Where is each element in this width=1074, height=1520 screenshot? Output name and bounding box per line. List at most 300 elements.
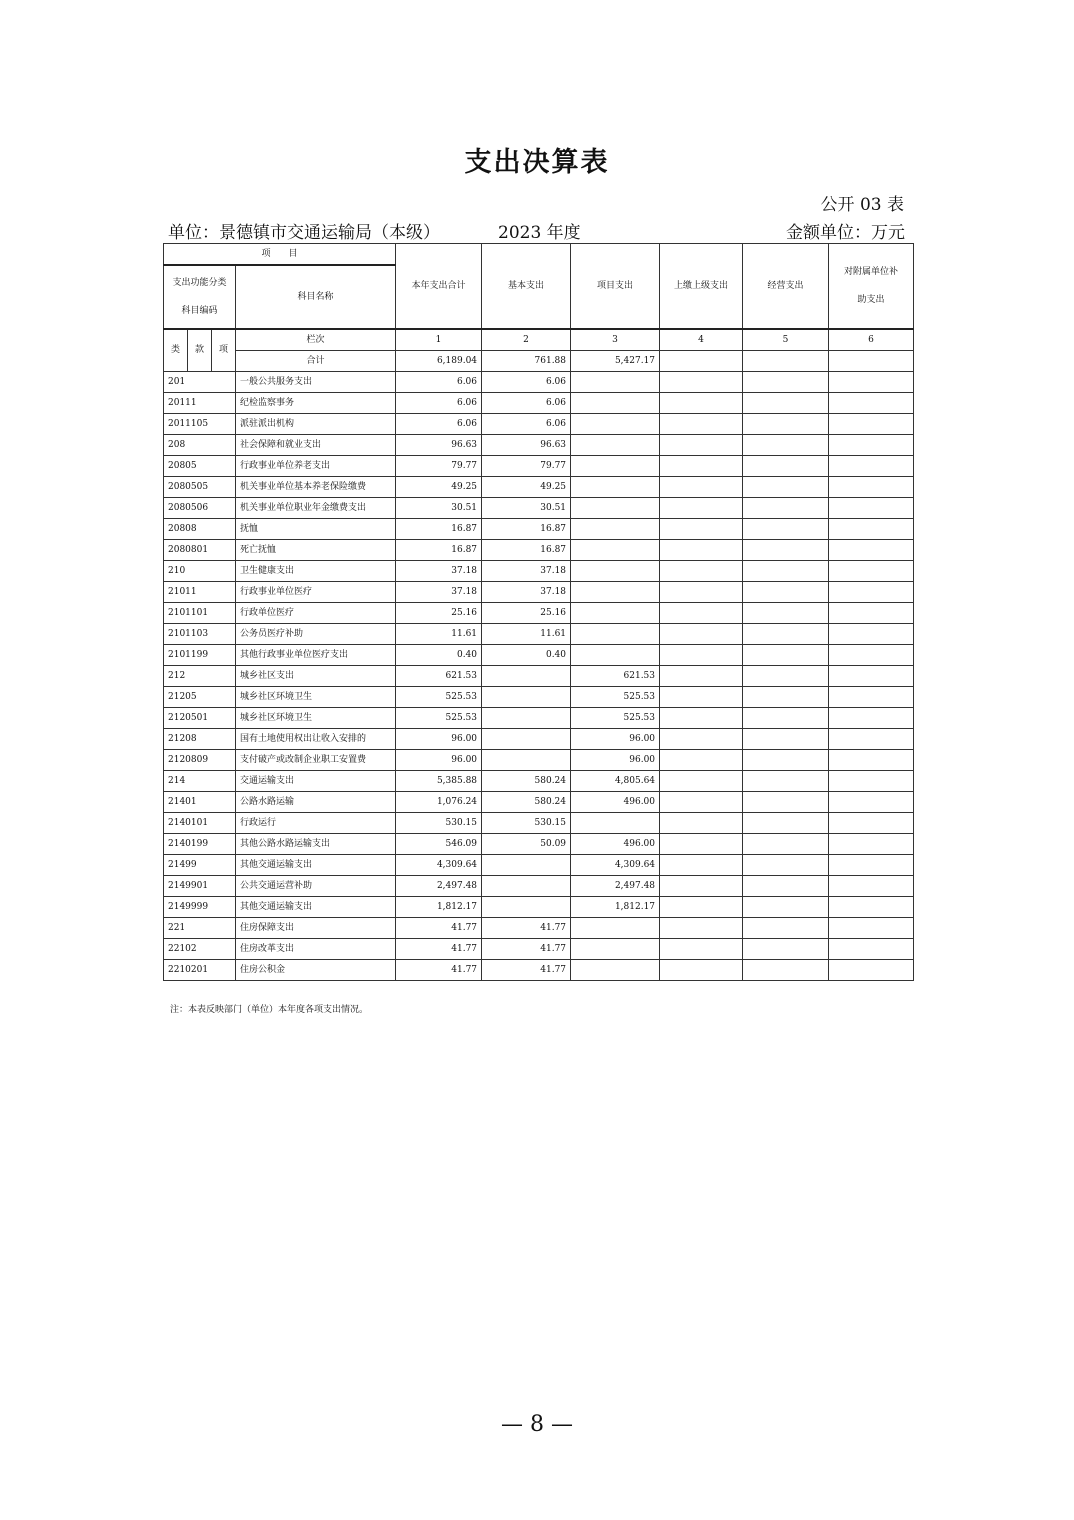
row-upper — [660, 770, 743, 791]
row-subsidy — [829, 728, 914, 749]
row-code: 2080505 — [164, 476, 236, 497]
row-name: 住房改革支出 — [236, 938, 396, 959]
row-upper — [660, 581, 743, 602]
row-business — [743, 770, 829, 791]
table-meta — [163, 218, 905, 242]
row-code: 20808 — [164, 518, 236, 539]
row-project: 4,805.64 — [571, 770, 660, 791]
table-row — [164, 476, 914, 497]
row-basic: 49.25 — [482, 476, 571, 497]
table-row — [164, 497, 914, 518]
row-code: 2101101 — [164, 602, 236, 623]
table-row — [164, 938, 914, 959]
table-row — [164, 791, 914, 812]
row-name: 城乡社区支出 — [236, 665, 396, 686]
row-project — [571, 917, 660, 938]
row-project — [571, 476, 660, 497]
row-basic: 0.40 — [482, 644, 571, 665]
row-total: 96.00 — [396, 749, 482, 770]
row-subsidy — [829, 833, 914, 854]
row-upper — [660, 959, 743, 980]
row-total: 30.51 — [396, 497, 482, 518]
row-business — [743, 707, 829, 728]
row-business — [743, 938, 829, 959]
row-code: 2080506 — [164, 497, 236, 518]
row-subsidy — [829, 413, 914, 434]
row-subsidy — [829, 665, 914, 686]
row-upper — [660, 686, 743, 707]
row-name: 一般公共服务支出 — [236, 371, 396, 392]
header-subject-name: 科目名称 — [236, 265, 396, 329]
row-upper — [660, 791, 743, 812]
row-total: 525.53 — [396, 707, 482, 728]
row-code: 21401 — [164, 791, 236, 812]
header-lei: 类 — [164, 329, 188, 372]
row-basic — [482, 665, 571, 686]
row-project: 525.53 — [571, 707, 660, 728]
row-project: 4,309.64 — [571, 854, 660, 875]
row-subsidy — [829, 854, 914, 875]
table-row — [164, 896, 914, 917]
table-row — [164, 749, 914, 770]
row-upper — [660, 854, 743, 875]
table-row — [164, 371, 914, 392]
row-code: 2140101 — [164, 812, 236, 833]
row-subsidy — [829, 623, 914, 644]
row-code: 2120501 — [164, 707, 236, 728]
row-subsidy — [829, 455, 914, 476]
row-upper — [660, 644, 743, 665]
row-name: 住房公积金 — [236, 959, 396, 980]
row-project — [571, 560, 660, 581]
row-upper — [660, 476, 743, 497]
header-col-total: 本年支出合计 — [396, 244, 482, 329]
row-code: 20111 — [164, 392, 236, 413]
row-upper — [660, 455, 743, 476]
row-project — [571, 623, 660, 644]
row-name: 公共交通运营补助 — [236, 875, 396, 896]
header-kuan: 款 — [188, 329, 212, 372]
page-title: 支出决算表 — [464, 147, 610, 178]
row-total: 0.40 — [396, 644, 482, 665]
header-xiang: 项 — [212, 329, 236, 372]
row-total: 37.18 — [396, 560, 482, 581]
table-row — [164, 707, 914, 728]
row-total: 41.77 — [396, 938, 482, 959]
row-business — [743, 497, 829, 518]
row-basic — [482, 749, 571, 770]
row-upper — [660, 413, 743, 434]
row-name: 交通运输支出 — [236, 770, 396, 791]
row-business — [743, 602, 829, 623]
table-row — [164, 665, 914, 686]
total-col-4 — [660, 350, 743, 371]
row-code: 214 — [164, 770, 236, 791]
row-subsidy — [829, 497, 914, 518]
row-upper — [660, 560, 743, 581]
row-name: 城乡社区环境卫生 — [236, 707, 396, 728]
header-func-code — [164, 265, 236, 329]
row-project: 621.53 — [571, 665, 660, 686]
row-basic — [482, 875, 571, 896]
row-basic: 6.06 — [482, 371, 571, 392]
table-row — [164, 581, 914, 602]
row-subsidy — [829, 749, 914, 770]
total-col-5 — [743, 350, 829, 371]
col-num-1: 1 — [396, 329, 482, 351]
row-total: 96.63 — [396, 434, 482, 455]
row-subsidy — [829, 392, 914, 413]
row-basic: 16.87 — [482, 539, 571, 560]
table-row — [164, 602, 914, 623]
total-label: 合计 — [236, 350, 396, 371]
row-total: 1,076.24 — [396, 791, 482, 812]
row-subsidy — [829, 476, 914, 497]
row-project — [571, 959, 660, 980]
row-name: 抚恤 — [236, 518, 396, 539]
table-row — [164, 770, 914, 791]
row-subsidy — [829, 686, 914, 707]
unit-label: 单位：景德镇市交通运输局（本级） — [168, 223, 440, 243]
row-total: 621.53 — [396, 665, 482, 686]
header-col-business: 经营支出 — [743, 244, 829, 329]
row-project — [571, 644, 660, 665]
total-col-1: 6,189.04 — [396, 350, 482, 371]
row-total: 1,812.17 — [396, 896, 482, 917]
row-project — [571, 812, 660, 833]
row-project: 2,497.48 — [571, 875, 660, 896]
row-business — [743, 455, 829, 476]
row-project: 496.00 — [571, 833, 660, 854]
row-code: 208 — [164, 434, 236, 455]
table-row — [164, 518, 914, 539]
col-num-4: 4 — [660, 329, 743, 351]
row-name: 死亡抚恤 — [236, 539, 396, 560]
row-code: 2120809 — [164, 749, 236, 770]
total-col-6 — [829, 350, 914, 371]
total-col-2: 761.88 — [482, 350, 571, 371]
row-project: 496.00 — [571, 791, 660, 812]
row-total: 49.25 — [396, 476, 482, 497]
header-col-subsidy — [829, 244, 914, 329]
row-business — [743, 812, 829, 833]
row-total: 530.15 — [396, 812, 482, 833]
row-basic: 79.77 — [482, 455, 571, 476]
row-basic: 50.09 — [482, 833, 571, 854]
row-project — [571, 413, 660, 434]
row-name: 行政事业单位医疗 — [236, 581, 396, 602]
row-total: 4,309.64 — [396, 854, 482, 875]
row-business — [743, 581, 829, 602]
row-project — [571, 602, 660, 623]
row-business — [743, 518, 829, 539]
row-total: 41.77 — [396, 959, 482, 980]
row-project: 525.53 — [571, 686, 660, 707]
row-business — [743, 644, 829, 665]
row-total: 2,497.48 — [396, 875, 482, 896]
row-name: 其他行政事业单位医疗支出 — [236, 644, 396, 665]
money-unit-label: 金额单位：万元 — [786, 223, 905, 243]
row-name: 行政运行 — [236, 812, 396, 833]
row-project — [571, 392, 660, 413]
header-col-upper: 上缴上级支出 — [660, 244, 743, 329]
row-upper — [660, 833, 743, 854]
total-col-3: 5,427.17 — [571, 350, 660, 371]
row-upper — [660, 707, 743, 728]
row-business — [743, 896, 829, 917]
table-row — [164, 686, 914, 707]
row-business — [743, 560, 829, 581]
row-code: 201 — [164, 371, 236, 392]
table-row — [164, 854, 914, 875]
row-name: 社会保障和就业支出 — [236, 434, 396, 455]
col-num-6: 6 — [829, 329, 914, 351]
row-subsidy — [829, 875, 914, 896]
row-subsidy — [829, 770, 914, 791]
row-name: 其他交通运输支出 — [236, 896, 396, 917]
row-code: 21499 — [164, 854, 236, 875]
year-label: 2023 年度 — [498, 223, 581, 243]
row-subsidy — [829, 434, 914, 455]
row-name: 行政事业单位养老支出 — [236, 455, 396, 476]
row-basic: 96.63 — [482, 434, 571, 455]
row-code: 22102 — [164, 938, 236, 959]
row-total: 6.06 — [396, 413, 482, 434]
row-upper — [660, 518, 743, 539]
row-basic — [482, 707, 571, 728]
row-upper — [660, 896, 743, 917]
header-col-basic: 基本支出 — [482, 244, 571, 329]
row-upper — [660, 917, 743, 938]
row-total: 16.87 — [396, 539, 482, 560]
row-basic: 41.77 — [482, 938, 571, 959]
row-subsidy — [829, 371, 914, 392]
col-num-3: 3 — [571, 329, 660, 351]
row-upper — [660, 539, 743, 560]
row-total: 16.87 — [396, 518, 482, 539]
form-number: 公开 03 表 — [820, 195, 904, 215]
table-row — [164, 392, 914, 413]
row-total: 6.06 — [396, 392, 482, 413]
row-subsidy — [829, 560, 914, 581]
row-business — [743, 875, 829, 896]
row-subsidy — [829, 602, 914, 623]
row-business — [743, 539, 829, 560]
row-basic — [482, 728, 571, 749]
row-business — [743, 371, 829, 392]
row-name: 公务员医疗补助 — [236, 623, 396, 644]
row-basic: 37.18 — [482, 560, 571, 581]
row-code: 2101103 — [164, 623, 236, 644]
row-upper — [660, 938, 743, 959]
table-row — [164, 455, 914, 476]
row-basic: 6.06 — [482, 392, 571, 413]
total-row — [164, 350, 914, 371]
row-upper — [660, 434, 743, 455]
row-code: 210 — [164, 560, 236, 581]
row-total: 25.16 — [396, 602, 482, 623]
col-num-2: 2 — [482, 329, 571, 351]
row-business — [743, 833, 829, 854]
row-subsidy — [829, 917, 914, 938]
row-code: 21208 — [164, 728, 236, 749]
col-num-5: 5 — [743, 329, 829, 351]
row-basic — [482, 854, 571, 875]
row-total: 11.61 — [396, 623, 482, 644]
row-project: 96.00 — [571, 728, 660, 749]
row-code: 2080801 — [164, 539, 236, 560]
header-row-lanci — [164, 329, 914, 351]
table-row — [164, 833, 914, 854]
header-col-subsidy-line2: 助支出 — [857, 294, 885, 305]
row-basic — [482, 896, 571, 917]
header-lanci: 栏次 — [236, 329, 396, 351]
table-row — [164, 728, 914, 749]
row-code: 21011 — [164, 581, 236, 602]
row-name: 公路水路运输 — [236, 791, 396, 812]
table-row — [164, 644, 914, 665]
row-basic: 16.87 — [482, 518, 571, 539]
row-basic: 37.18 — [482, 581, 571, 602]
row-name: 城乡社区环境卫生 — [236, 686, 396, 707]
row-project — [571, 938, 660, 959]
row-name: 住房保障支出 — [236, 917, 396, 938]
row-code: 2140199 — [164, 833, 236, 854]
row-project — [571, 539, 660, 560]
row-code: 2210201 — [164, 959, 236, 980]
row-upper — [660, 623, 743, 644]
row-project — [571, 581, 660, 602]
header-func-code-line2: 科目编码 — [181, 306, 218, 316]
row-upper — [660, 602, 743, 623]
row-project: 96.00 — [571, 749, 660, 770]
row-name: 其他交通运输支出 — [236, 854, 396, 875]
row-code: 2101199 — [164, 644, 236, 665]
row-business — [743, 917, 829, 938]
table-row — [164, 539, 914, 560]
row-subsidy — [829, 959, 914, 980]
row-upper — [660, 875, 743, 896]
row-subsidy — [829, 707, 914, 728]
row-business — [743, 413, 829, 434]
row-total: 96.00 — [396, 728, 482, 749]
table-row — [164, 812, 914, 833]
row-code: 221 — [164, 917, 236, 938]
row-business — [743, 959, 829, 980]
row-name: 卫生健康支出 — [236, 560, 396, 581]
row-subsidy — [829, 791, 914, 812]
row-total: 41.77 — [396, 917, 482, 938]
row-total: 79.77 — [396, 455, 482, 476]
row-name: 支付破产或改制企业职工安置费 — [236, 749, 396, 770]
header-func-code-line1: 支出功能分类 — [172, 278, 227, 288]
row-basic: 41.77 — [482, 959, 571, 980]
row-name: 行政单位医疗 — [236, 602, 396, 623]
row-subsidy — [829, 539, 914, 560]
page-number: — 8 — — [501, 1412, 573, 1437]
row-basic: 41.77 — [482, 917, 571, 938]
row-basic: 580.24 — [482, 791, 571, 812]
row-basic: 6.06 — [482, 413, 571, 434]
row-code: 212 — [164, 665, 236, 686]
row-project — [571, 434, 660, 455]
row-business — [743, 623, 829, 644]
row-subsidy — [829, 581, 914, 602]
row-upper — [660, 497, 743, 518]
row-basic: 580.24 — [482, 770, 571, 791]
row-upper — [660, 749, 743, 770]
row-business — [743, 854, 829, 875]
row-name: 纪检监察事务 — [236, 392, 396, 413]
row-basic: 11.61 — [482, 623, 571, 644]
row-basic: 530.15 — [482, 812, 571, 833]
row-business — [743, 665, 829, 686]
expenditure-table — [163, 243, 914, 981]
row-total: 546.09 — [396, 833, 482, 854]
table-row — [164, 623, 914, 644]
row-name: 机关事业单位基本养老保险缴费 — [236, 476, 396, 497]
row-project: 1,812.17 — [571, 896, 660, 917]
row-subsidy — [829, 938, 914, 959]
row-basic: 25.16 — [482, 602, 571, 623]
row-subsidy — [829, 518, 914, 539]
header-col-subsidy-line1: 对附属单位补 — [844, 266, 899, 277]
row-subsidy — [829, 812, 914, 833]
table-row — [164, 434, 914, 455]
row-upper — [660, 812, 743, 833]
header-item: 项 目 — [164, 244, 396, 266]
row-business — [743, 434, 829, 455]
row-total: 525.53 — [396, 686, 482, 707]
row-project — [571, 371, 660, 392]
row-name: 国有土地使用权出让收入安排的 — [236, 728, 396, 749]
row-code: 21205 — [164, 686, 236, 707]
row-subsidy — [829, 896, 914, 917]
row-project — [571, 497, 660, 518]
row-basic: 30.51 — [482, 497, 571, 518]
row-subsidy — [829, 644, 914, 665]
row-name: 派驻派出机构 — [236, 413, 396, 434]
row-upper — [660, 728, 743, 749]
table-row — [164, 917, 914, 938]
row-upper — [660, 665, 743, 686]
row-total: 5,385.88 — [396, 770, 482, 791]
row-total: 6.06 — [396, 371, 482, 392]
row-name: 机关事业单位职业年金缴费支出 — [236, 497, 396, 518]
row-project — [571, 455, 660, 476]
table-row — [164, 875, 914, 896]
row-total: 37.18 — [396, 581, 482, 602]
header-col-project: 项目支出 — [571, 244, 660, 329]
table-row — [164, 413, 914, 434]
row-upper — [660, 392, 743, 413]
row-project — [571, 518, 660, 539]
table-note: 注：本表反映部门（单位）本年度各项支出情况。 — [170, 1005, 369, 1015]
row-name: 其他公路水路运输支出 — [236, 833, 396, 854]
table-row — [164, 959, 914, 980]
row-code: 2149999 — [164, 896, 236, 917]
row-business — [743, 686, 829, 707]
row-business — [743, 791, 829, 812]
row-code: 2011105 — [164, 413, 236, 434]
row-upper — [660, 371, 743, 392]
row-business — [743, 476, 829, 497]
header-row-1 — [164, 244, 914, 266]
row-code: 2149901 — [164, 875, 236, 896]
row-business — [743, 749, 829, 770]
table-row — [164, 560, 914, 581]
row-business — [743, 728, 829, 749]
